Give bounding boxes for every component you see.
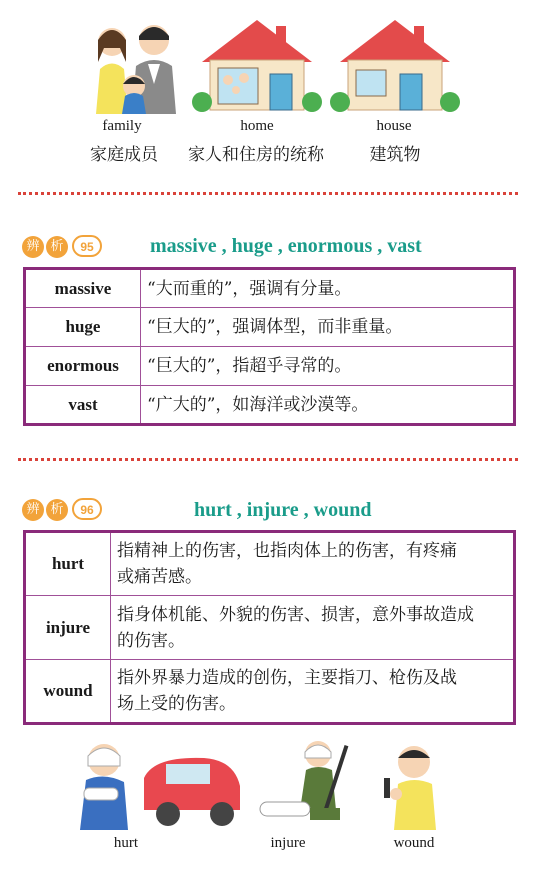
table-meaning — [111, 660, 515, 724]
badge-char: 辨 — [22, 499, 44, 521]
injure-illustration — [254, 738, 364, 830]
badge-char: 析 — [46, 499, 68, 521]
section-heading-96: hurt , injure , wound — [194, 499, 372, 521]
badge-number: 95 — [72, 235, 102, 257]
table-row — [25, 596, 515, 660]
table-word: wound — [25, 660, 111, 724]
table-row — [25, 660, 515, 724]
table-row — [25, 347, 515, 386]
table-word: massive — [25, 269, 141, 308]
badge-char: 辨 — [22, 236, 44, 258]
meaning-line: 指外界暴力造成的创伤，主要指刀、枪伤及战 — [117, 668, 457, 688]
meaning-house: 建筑物 — [369, 145, 421, 165]
section-heading-95: massive , huge , enormous , vast — [150, 235, 422, 257]
table-row — [25, 269, 515, 308]
table-word: hurt — [25, 532, 111, 596]
table-meaning — [111, 596, 515, 660]
table-row — [25, 308, 515, 347]
house-illustration — [330, 14, 460, 114]
table-word: enormous — [25, 347, 141, 386]
home-illustration — [192, 14, 322, 114]
meaning-line: 的伤害。 — [117, 630, 185, 651]
meaning-line: 场上受的伤害。 — [117, 694, 236, 714]
divider — [18, 458, 518, 461]
meaning-line: 或痛苦感。 — [117, 567, 202, 587]
table-word: huge — [25, 308, 141, 347]
hurt-illustration — [74, 738, 244, 830]
table-meaning: “巨大的”，强调体型，而非重量。 — [141, 308, 515, 347]
table-word: vast — [25, 386, 141, 425]
table-meaning: “广大的”，如海洋或沙漠等。 — [141, 386, 515, 425]
meaning-line: 指精神上的伤害，也指肉体上的伤害，有疼痛 — [117, 541, 457, 561]
meaning-line: 指身体机能、外貌的伤害、损害，意外事故造成 — [117, 604, 474, 625]
caption-injure: injure — [270, 835, 306, 851]
table-meaning: “巨大的”，指超乎寻常的。 — [141, 347, 515, 386]
section-badge-96 — [22, 499, 110, 521]
meaning-home: 家人和住房的统称 — [188, 145, 324, 165]
wound-illustration — [374, 738, 444, 830]
word-home: home — [240, 118, 274, 134]
divider — [18, 192, 518, 195]
caption-hurt: hurt — [113, 835, 139, 851]
word-house: house — [376, 118, 412, 134]
table-row — [25, 386, 515, 425]
caption-wound: wound — [393, 835, 435, 851]
table-meaning — [111, 532, 515, 596]
word-family: family — [102, 118, 142, 134]
badge-char: 析 — [46, 236, 68, 258]
table-word: injure — [25, 596, 111, 660]
comparison-table-95 — [23, 267, 516, 426]
badge-number: 96 — [72, 498, 102, 520]
table-row — [25, 532, 515, 596]
meaning-family: 家庭成员 — [90, 145, 158, 165]
table-meaning: “大而重的”，强调有分量。 — [141, 269, 515, 308]
section-badge-95 — [22, 236, 110, 258]
comparison-table-96 — [23, 530, 516, 725]
